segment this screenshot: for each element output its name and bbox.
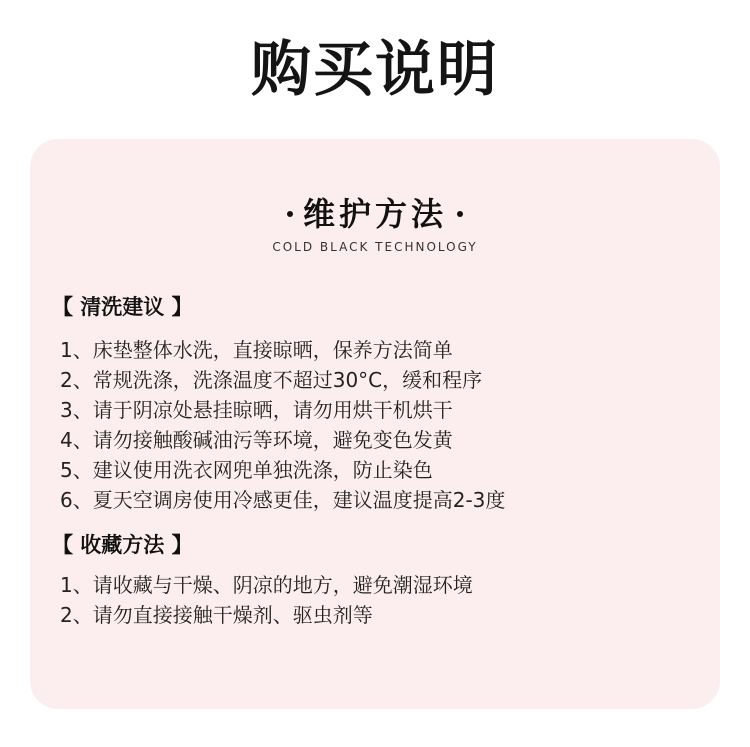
cleaning-title: 【 清洗建议 】: [52, 295, 193, 319]
section-heading-text: 维护方法: [302, 195, 447, 233]
list-item: 6、夏天空调房使用冷感更佳，建议温度提高2-3度: [60, 488, 506, 512]
list-item: 1、请收藏与干燥、阴凉的地方，避免潮湿环境: [60, 573, 473, 597]
bullet-dot-icon: [457, 211, 463, 217]
section-subtitle: COLD BLACK TECHNOLOGY: [272, 240, 478, 254]
maintenance-card: [30, 139, 720, 709]
list-item: 4、请勿接触酸碱油污等环境，避免变色发黄: [60, 428, 453, 452]
bullet-dot-icon: [287, 211, 293, 217]
list-item: 5、建议使用洗衣网兜单独洗涤，防止染色: [60, 458, 433, 482]
storage-title: 【 收藏方法 】: [52, 533, 193, 557]
list-item: 3、请于阴凉处悬挂晾晒，请勿用烘干机烘干: [60, 398, 453, 422]
list-item: 1、床垫整体水洗，直接晾晒，保养方法简单: [60, 338, 453, 362]
list-item: 2、常规洗涤，洗涤温度不超过30°C，缓和程序: [60, 368, 483, 392]
page-title: 购买说明: [251, 35, 499, 105]
storage-list: [60, 570, 473, 630]
section-heading: [30, 194, 720, 234]
cleaning-list: [60, 335, 505, 515]
list-item: 2、请勿直接接触干燥剂、驱虫剂等: [60, 603, 373, 627]
